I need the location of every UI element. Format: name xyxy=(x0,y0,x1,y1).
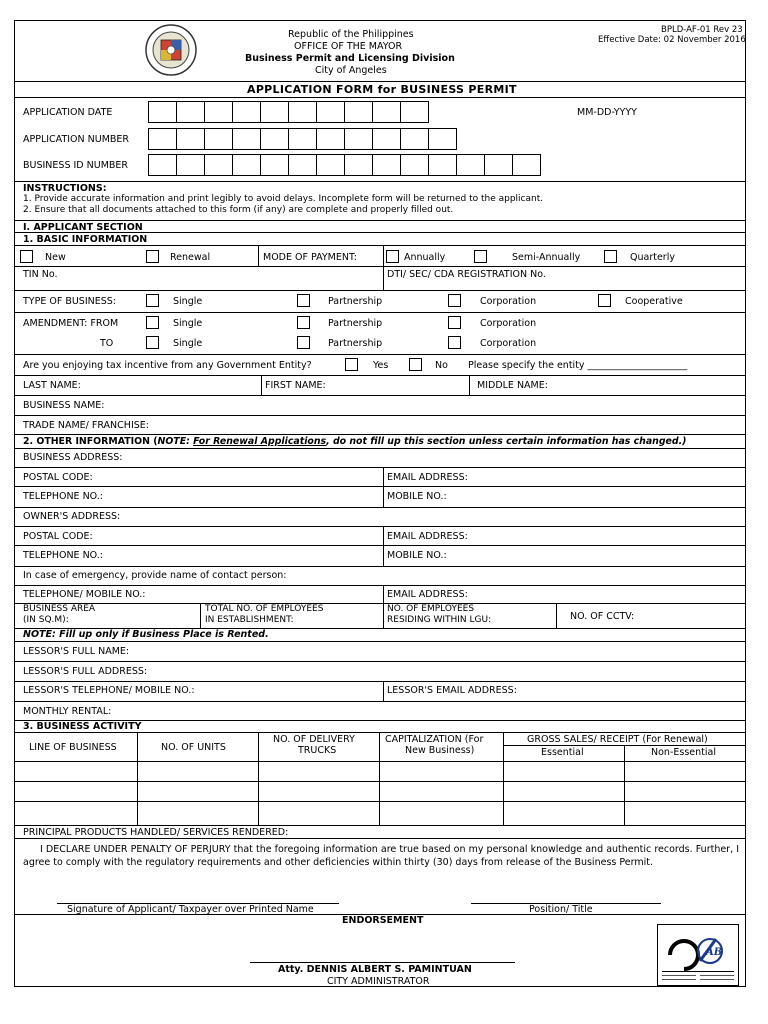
corporation-label: Corporation xyxy=(480,296,537,307)
section2-title-d: , do not fill up this section unless certain information has changed.) xyxy=(326,436,687,447)
section2-title-c: For Renewal Applications xyxy=(193,436,327,447)
cooperative-checkbox[interactable] xyxy=(598,294,611,307)
amend-from-corporation-label: Corporation xyxy=(480,318,537,329)
email-label[interactable]: EMAIL ADDRESS: xyxy=(387,472,468,483)
amend-from-label: AMENDMENT: FROM xyxy=(23,318,119,329)
note-rented: NOTE: Fill up only if Business Place is Rented. xyxy=(23,629,269,640)
total-employees-label-1[interactable]: TOTAL NO. OF EMPLOYEES xyxy=(205,604,324,614)
col-nonessential: Non-Essential xyxy=(651,747,716,758)
owner-postal-code-label[interactable]: POSTAL CODE: xyxy=(23,531,93,542)
business-activity-row[interactable] xyxy=(15,762,745,781)
position-label: Position/ Title xyxy=(529,904,593,915)
tax-no-label: No xyxy=(435,360,448,371)
lgu-employees-label-1[interactable]: NO. OF EMPLOYEES xyxy=(387,604,475,614)
renewal-label: Renewal xyxy=(170,252,211,263)
trade-name-label[interactable]: TRADE NAME/ FRANCHISE: xyxy=(23,420,149,431)
cooperative-label: Cooperative xyxy=(625,296,683,307)
annually-checkbox[interactable] xyxy=(386,250,399,263)
business-area-label-1[interactable]: BUSINESS AREA xyxy=(23,604,96,614)
lessor-email-label[interactable]: LESSOR'S EMAIL ADDRESS: xyxy=(387,685,517,696)
corporation-checkbox[interactable] xyxy=(448,294,461,307)
header-line4: City of Angeles xyxy=(315,65,387,76)
semi-annually-checkbox[interactable] xyxy=(474,250,487,263)
amend-from-corporation-checkbox[interactable] xyxy=(448,316,461,329)
business-activity-title: 3. BUSINESS ACTIVITY xyxy=(23,721,142,732)
renewal-checkbox[interactable] xyxy=(146,250,159,263)
business-activity-row[interactable] xyxy=(15,782,745,801)
administrator-name: Atty. DENNIS ALBERT S. PAMINTUAN xyxy=(278,964,472,975)
city-seal-icon xyxy=(145,24,197,76)
business-permit-form xyxy=(14,20,746,987)
semi-annually-label: Semi-Annually xyxy=(512,252,581,263)
business-address-label[interactable]: BUSINESS ADDRESS: xyxy=(23,452,123,463)
mobile-label[interactable]: MOBILE NO.: xyxy=(387,491,447,502)
instruction-2: 2. Ensure that all documents attached to this form (if any) are complete and properly filled out. xyxy=(23,205,454,215)
dti-label: DTI/ SEC/ CDA REGISTRATION No. xyxy=(387,269,546,280)
partnership-checkbox[interactable] xyxy=(297,294,310,307)
amend-to-partnership-label: Partnership xyxy=(328,338,383,349)
app-number-label: APPLICATION NUMBER xyxy=(23,134,130,145)
business-id-label: BUSINESS ID NUMBER xyxy=(23,160,129,171)
middle-name-label[interactable]: MIDDLE NAME: xyxy=(477,380,548,391)
annually-label: Annually xyxy=(404,252,446,263)
total-employees-label-2: IN ESTABLISHMENT: xyxy=(205,615,294,625)
business-area-label-2: (IN SQ.M): xyxy=(23,615,69,625)
amend-to-single-label: Single xyxy=(173,338,203,349)
signature-label: Signature of Applicant/ Taxpayer over Printed Name xyxy=(67,904,314,915)
administrator-position: CITY ADMINISTRATOR xyxy=(327,976,430,987)
col-units: NO. OF UNITS xyxy=(161,742,226,753)
col-gross: GROSS SALES/ RECEIPT (For Renewal) xyxy=(527,734,708,745)
section2-title-b: NOTE: xyxy=(157,436,194,447)
section1-title: I. APPLICANT SECTION xyxy=(23,222,143,233)
tax-yes-label: Yes xyxy=(373,360,389,371)
basic-info-title: 1. BASIC INFORMATION xyxy=(23,234,148,245)
owner-telephone-label[interactable]: TELEPHONE NO.: xyxy=(23,550,103,561)
section2-title-a: 2. OTHER INFORMATION ( xyxy=(23,436,158,447)
amend-from-partnership-label: Partnership xyxy=(328,318,383,329)
emergency-tel-label[interactable]: TELEPHONE/ MOBILE NO.: xyxy=(23,589,146,600)
col-trucks-1: NO. OF DELIVERY xyxy=(273,734,355,745)
header-line2: OFFICE OF THE MAYOR xyxy=(294,41,403,52)
administrator-signature-line xyxy=(250,962,515,963)
col-essential: Essential xyxy=(541,747,584,758)
postal-code-label[interactable]: POSTAL CODE: xyxy=(23,472,93,483)
endorsement-title: ENDORSEMENT xyxy=(342,915,424,926)
owner-address-label[interactable]: OWNER'S ADDRESS: xyxy=(23,511,121,522)
business-id-boxes[interactable] xyxy=(148,154,540,176)
col-cap-2: New Business) xyxy=(405,745,475,756)
effective-date: Effective Date: 02 November 2016 xyxy=(598,35,746,45)
owner-mobile-label[interactable]: MOBILE NO.: xyxy=(387,550,447,561)
principal-products-label[interactable]: PRINCIPAL PRODUCTS HANDLED/ SERVICES RENDERED: xyxy=(23,827,289,838)
date-format: MM-DD-YYYY xyxy=(577,107,637,118)
last-name-label[interactable]: LAST NAME: xyxy=(23,380,81,391)
monthly-rental-label[interactable]: MONTHLY RENTAL: xyxy=(23,706,112,717)
col-trucks-2: TRUCKS xyxy=(298,745,337,756)
lessor-name-label[interactable]: LESSOR'S FULL NAME: xyxy=(23,646,130,657)
col-line-of-business: LINE OF BUSINESS xyxy=(29,742,117,753)
amend-from-single-label: Single xyxy=(173,318,203,329)
cctv-label[interactable]: NO. OF CCTV: xyxy=(570,611,635,622)
business-name-label[interactable]: BUSINESS NAME: xyxy=(23,400,105,411)
header-line3: Business Permit and Licensing Division xyxy=(245,53,455,64)
col-cap-1: CAPITALIZATION (For xyxy=(385,734,484,745)
amend-to-label: TO xyxy=(100,338,114,349)
instruction-1: 1. Provide accurate information and print legibly to avoid delays. Incomplete form will be returned to the applicant. xyxy=(23,194,544,204)
quarterly-label: Quarterly xyxy=(630,252,675,263)
single-checkbox[interactable] xyxy=(146,294,159,307)
certification-logo-icon xyxy=(657,924,739,986)
header-line1: Republic of the Philippines xyxy=(288,29,414,40)
partnership-label: Partnership xyxy=(328,296,383,307)
lessor-address-label[interactable]: LESSOR'S FULL ADDRESS: xyxy=(23,666,148,677)
single-label: Single xyxy=(173,296,203,307)
business-activity-row[interactable] xyxy=(15,802,745,824)
app-date-boxes[interactable] xyxy=(148,101,428,123)
specify-entity-label[interactable]: Please specify the entity _____________________ xyxy=(468,360,688,371)
svg-text:AB: AB xyxy=(706,947,723,958)
lgu-employees-label-2: RESIDING WITHIN LGU: xyxy=(387,615,492,625)
app-number-boxes[interactable] xyxy=(148,128,456,150)
amend-to-single-checkbox[interactable] xyxy=(146,336,159,349)
new-checkbox[interactable] xyxy=(20,250,33,263)
declaration-text: I DECLARE UNDER PENALTY OF PERJURY that the foregoing information are true based on my personal knowledge and authentic records. Further, I agree to comply with the regulatory requirements and other deficiencies within thirty (30) days from release of the Business Permit. xyxy=(23,844,739,868)
instructions-title: INSTRUCTIONS: xyxy=(23,183,107,194)
tax-no-checkbox[interactable] xyxy=(409,358,422,371)
amend-from-single-checkbox[interactable] xyxy=(146,316,159,329)
telephone-label[interactable]: TELEPHONE NO.: xyxy=(23,491,103,502)
owner-email-label[interactable]: EMAIL ADDRESS: xyxy=(387,531,468,542)
mode-payment-label: MODE OF PAYMENT: xyxy=(263,252,357,263)
amend-to-corporation-checkbox[interactable] xyxy=(448,336,461,349)
amend-from-partnership-checkbox[interactable] xyxy=(297,316,310,329)
section2-title xyxy=(23,436,686,447)
amend-to-partnership-checkbox[interactable] xyxy=(297,336,310,349)
tax-incentive-label: Are you enjoying tax incentive from any Government Entity? xyxy=(23,360,312,371)
app-date-label: APPLICATION DATE xyxy=(23,107,113,118)
new-label: New xyxy=(45,252,66,263)
type-business-label: TYPE OF BUSINESS: xyxy=(23,296,116,307)
tax-yes-checkbox[interactable] xyxy=(345,358,358,371)
tin-label: TIN No. xyxy=(23,269,58,280)
first-name-label[interactable]: FIRST NAME: xyxy=(265,380,326,391)
amend-to-corporation-label: Corporation xyxy=(480,338,537,349)
quarterly-checkbox[interactable] xyxy=(604,250,617,263)
form-code: BPLD-AF-01 Rev 23 xyxy=(661,25,743,35)
form-title: APPLICATION FORM for BUSINESS PERMIT xyxy=(247,83,517,96)
lessor-tel-label[interactable]: LESSOR'S TELEPHONE/ MOBILE NO.: xyxy=(23,685,195,696)
emergency-email-label[interactable]: EMAIL ADDRESS: xyxy=(387,589,468,600)
emergency-contact-label[interactable]: In case of emergency, provide name of contact person: xyxy=(23,570,287,581)
